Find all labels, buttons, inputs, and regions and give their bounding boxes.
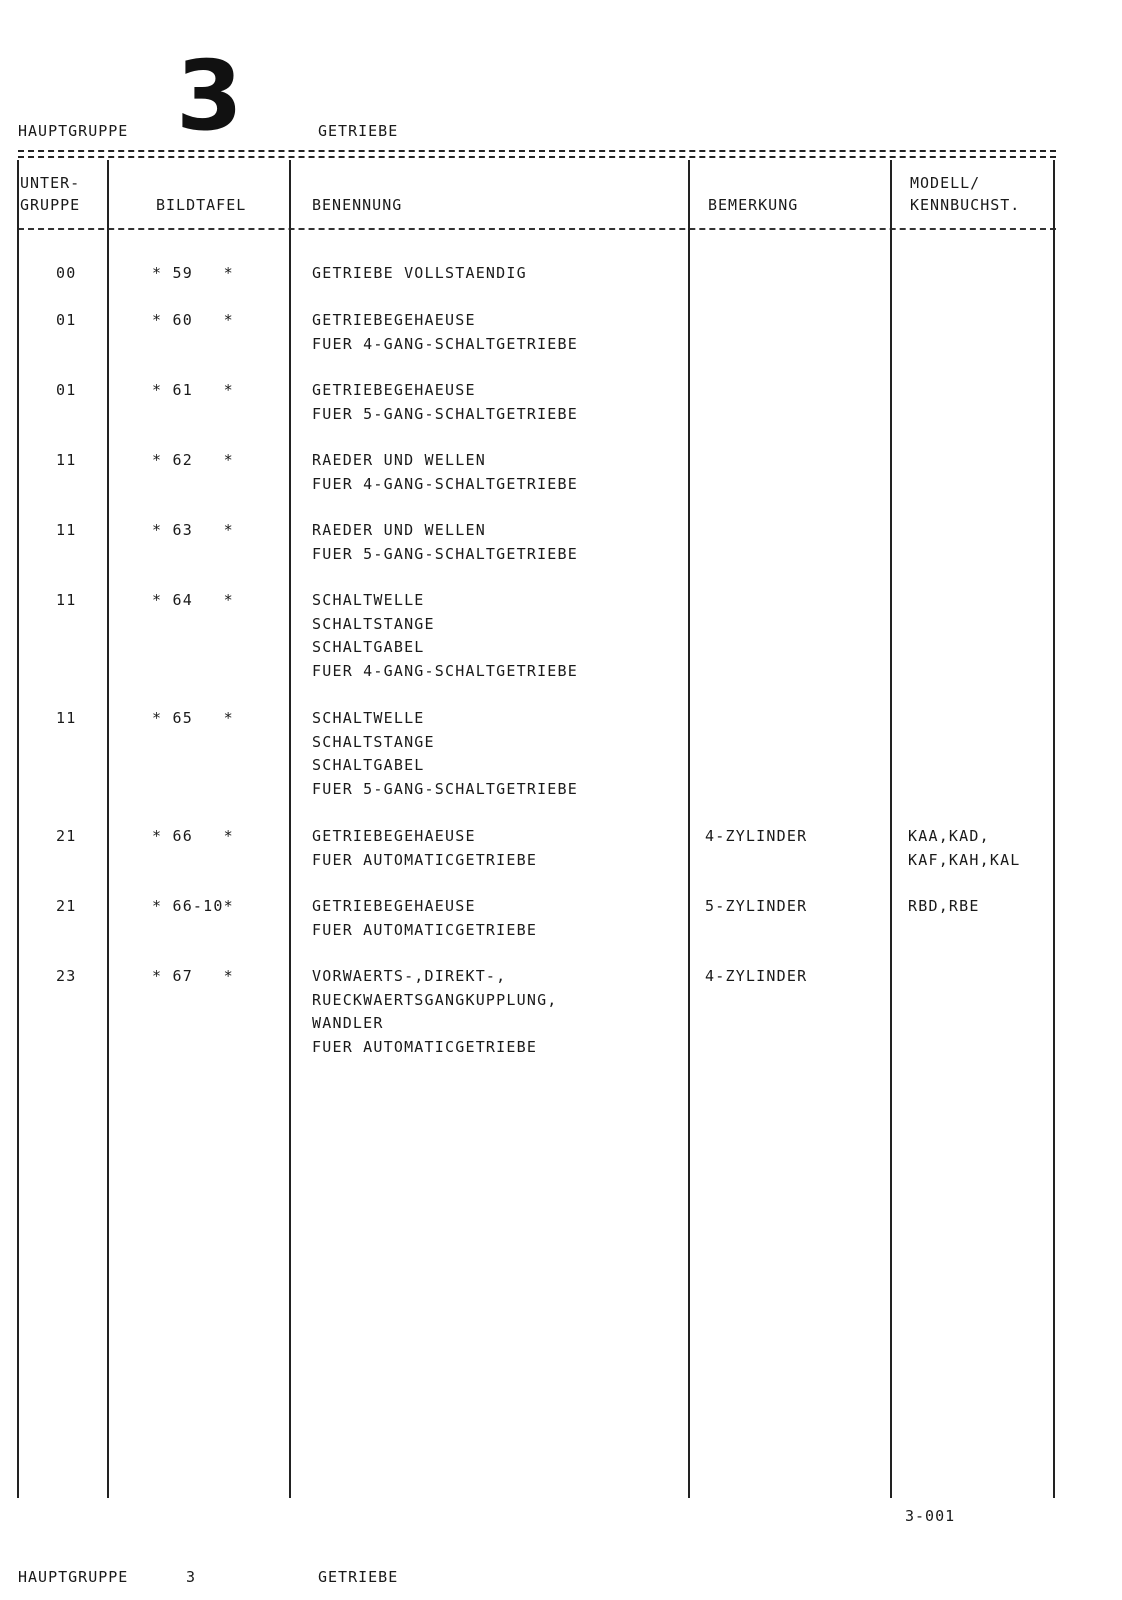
column-header-divider [18,228,1056,230]
row-untergruppe: 11 [56,591,77,609]
header-group-label: HAUPTGRUPPE [18,122,129,140]
header-group-title: GETRIEBE [318,122,399,140]
row-untergruppe: 21 [56,827,77,845]
footer-group-title: GETRIEBE [318,1568,399,1586]
row-benennung-line: SCHALTGABEL [312,756,425,774]
row-bemerkung-line: 5-ZYLINDER [705,897,808,915]
row-untergruppe: 23 [56,967,77,985]
column-divider-4 [890,160,892,1498]
row-benennung-line: RAEDER UND WELLEN [312,521,486,539]
col-header-modell [910,172,1020,216]
row-benennung-line: SCHALTWELLE [312,591,425,609]
row-benennung [312,895,692,942]
row-modell [908,825,1058,872]
row-bildtafel: * 67 * [152,967,234,985]
header-group-number: 3 [176,40,243,152]
header-rule-top [18,150,1056,152]
row-benennung [312,262,692,286]
row-modell-line: KAF,KAH,KAL [908,850,1021,869]
row-bildtafel: * 60 * [152,311,234,329]
row-benennung [312,589,692,683]
row-benennung-line: FUER 5-GANG-SCHALTGETRIEBE [312,779,578,798]
col-header-untergruppe-line-1: UNTER- [20,174,81,192]
row-benennung [312,707,692,801]
row-untergruppe: 11 [56,451,77,469]
row-bildtafel: * 61 * [152,381,234,399]
row-benennung-line: WANDLER [312,1014,384,1032]
col-header-bemerkung: BEMERKUNG [708,196,799,214]
row-bemerkung [705,965,885,989]
row-benennung-line: FUER AUTOMATICGETRIEBE [312,920,538,939]
col-header-bildtafel: BILDTAFEL [156,196,247,214]
footer-group-number: 3 [186,1568,197,1586]
row-bildtafel: * 59 * [152,264,234,282]
col-header-modell-line-2: KENNBUCHST. [910,196,1021,214]
row-untergruppe: 01 [56,381,77,399]
row-benennung-line: GETRIEBEGEHAEUSE [312,311,476,329]
row-benennung-line: FUER AUTOMATICGETRIEBE [312,1037,538,1056]
page-number: 3-001 [905,1507,956,1525]
row-bildtafel: * 64 * [152,591,234,609]
row-modell-line: RBD,RBE [908,897,980,915]
row-bildtafel: * 65 * [152,709,234,727]
row-benennung-line: SCHALTSTANGE [312,732,435,751]
column-divider-2 [289,160,291,1498]
row-benennung-line: FUER AUTOMATICGETRIEBE [312,850,538,869]
row-benennung-line: FUER 5-GANG-SCHALTGETRIEBE [312,544,578,563]
row-benennung-line: SCHALTGABEL [312,638,425,656]
row-benennung-line: SCHALTSTANGE [312,614,435,633]
column-divider-1 [107,160,109,1498]
row-benennung-line: RUECKWAERTSGANGKUPPLUNG, [312,990,558,1009]
footer-group-label: HAUPTGRUPPE [18,1568,129,1586]
row-modell [908,895,1058,919]
col-header-untergruppe [20,172,80,216]
row-bildtafel: * 66-10* [152,897,234,915]
row-bildtafel: * 66 * [152,827,234,845]
row-bemerkung [705,895,885,919]
row-benennung-line: GETRIEBEGEHAEUSE [312,381,476,399]
row-benennung [312,825,692,872]
row-bemerkung-line: 4-ZYLINDER [705,827,808,845]
row-benennung [312,965,692,1059]
row-benennung-line: GETRIEBEGEHAEUSE [312,827,476,845]
row-modell-line: KAA,KAD, [908,827,990,845]
header-rule-bottom [18,156,1056,158]
row-benennung [312,449,692,496]
row-benennung-line: GETRIEBE VOLLSTAENDIG [312,264,527,282]
row-benennung-line: VORWAERTS-,DIREKT-, [312,967,507,985]
table-border-left [17,160,19,1498]
col-header-modell-line-1: MODELL/ [910,174,981,192]
row-bemerkung-line: 4-ZYLINDER [705,967,808,985]
row-bemerkung [705,825,885,849]
row-benennung-line: FUER 4-GANG-SCHALTGETRIEBE [312,661,578,680]
row-benennung-line: GETRIEBEGEHAEUSE [312,897,476,915]
col-header-untergruppe-line-2: GRUPPE [20,196,81,214]
col-header-benennung: BENENNUNG [312,196,403,214]
row-bildtafel: * 63 * [152,521,234,539]
row-benennung-line: RAEDER UND WELLEN [312,451,486,469]
row-untergruppe: 11 [56,521,77,539]
row-benennung [312,379,692,426]
row-benennung [312,519,692,566]
row-benennung-line: SCHALTWELLE [312,709,425,727]
row-bildtafel: * 62 * [152,451,234,469]
row-benennung [312,309,692,356]
row-untergruppe: 01 [56,311,77,329]
row-benennung-line: FUER 4-GANG-SCHALTGETRIEBE [312,474,578,493]
row-benennung-line: FUER 5-GANG-SCHALTGETRIEBE [312,404,578,423]
row-untergruppe: 00 [56,264,77,282]
row-benennung-line: FUER 4-GANG-SCHALTGETRIEBE [312,334,578,353]
row-untergruppe: 21 [56,897,77,915]
row-untergruppe: 11 [56,709,77,727]
